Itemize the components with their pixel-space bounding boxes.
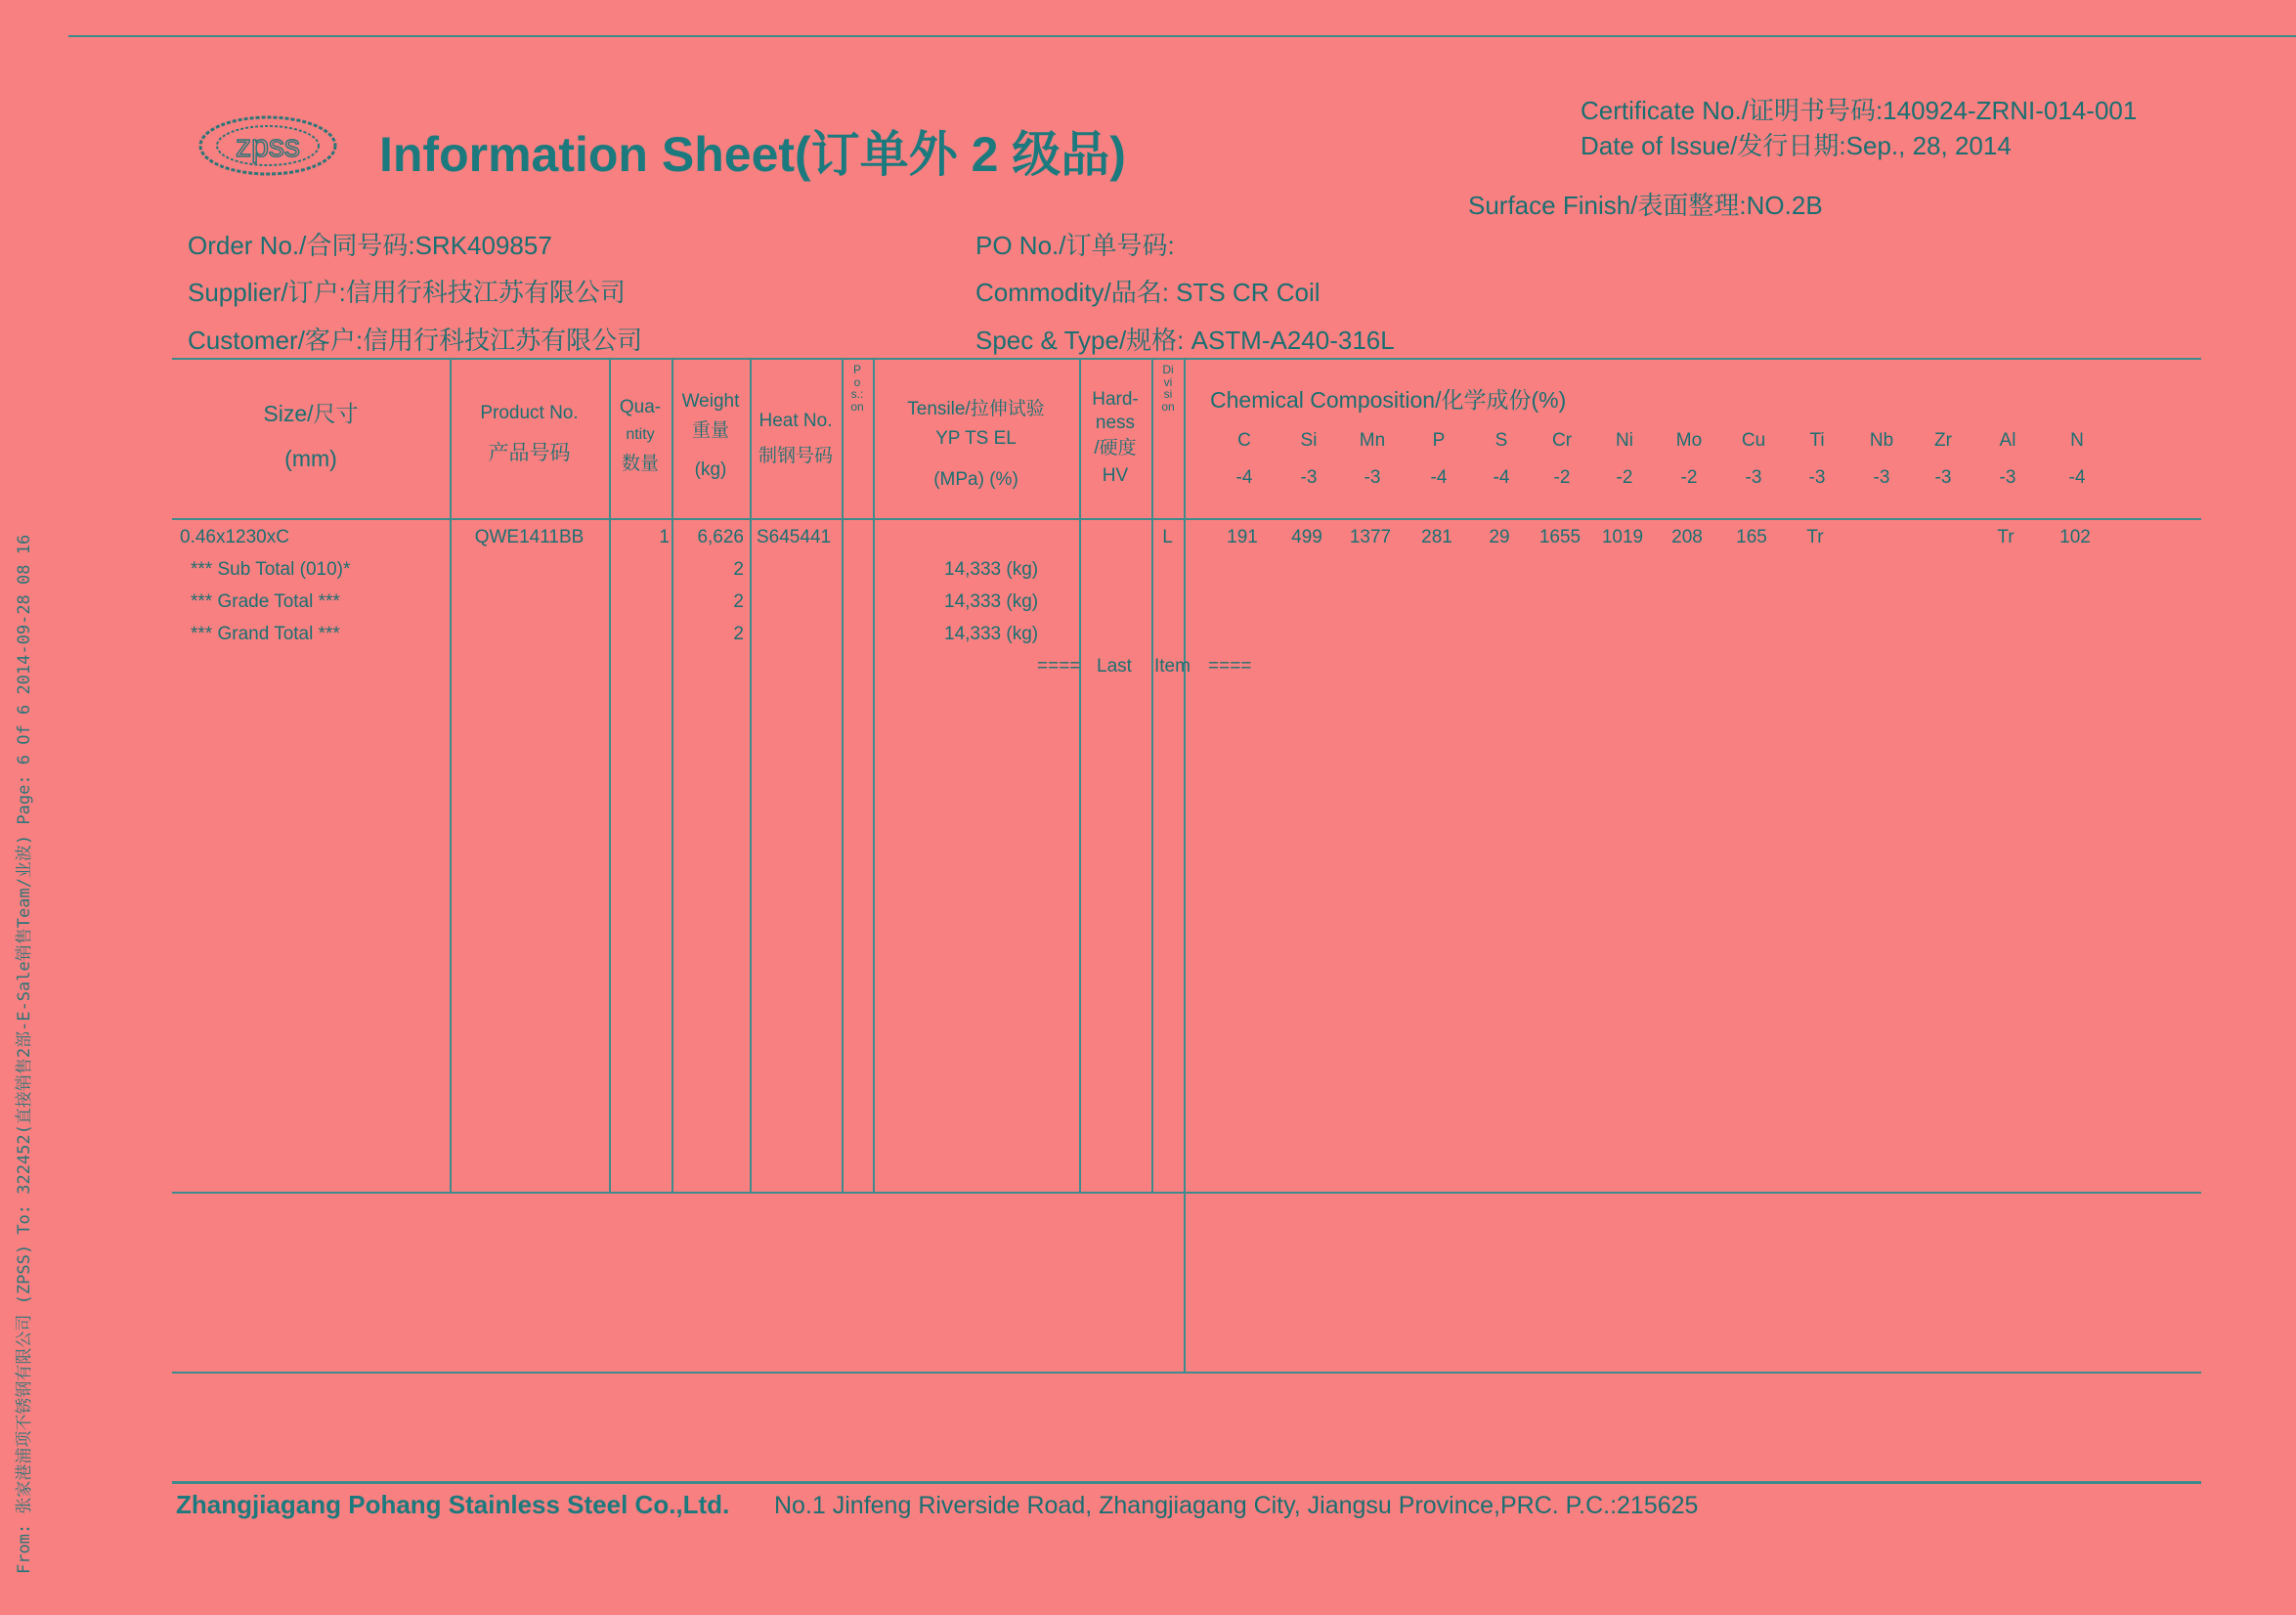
col-weight-header: Weight (681, 391, 740, 412)
chem-element-zr: Zr (1934, 430, 1952, 451)
col-tensile-unit: (MPa) (%) (933, 469, 1018, 490)
col-hardness-header-2: ness (1095, 413, 1136, 433)
fax-transmission-header: From: 张家港浦项不锈钢有限公司 (ZPSS) To: 322452(直接销售2部-E-Sale销售Team/业波) Page: 6 Of 6 2014-09-28 08 16 (15, 534, 34, 1574)
chem-exponent-ni: -2 (1616, 467, 1633, 488)
chem-element-cu: Cu (1741, 430, 1766, 451)
chem-exponent-ti: -3 (1808, 467, 1826, 488)
chem-exponent-n: -4 (2068, 467, 2086, 488)
grand-total-count: 2 (733, 624, 744, 644)
last-item-marker-left: ==== (1037, 656, 1081, 677)
subtotal-weight: 14,333 (kg) (944, 559, 1039, 580)
chem-value-si: 499 (1291, 527, 1322, 547)
chem-element-cr: Cr (1551, 430, 1573, 451)
page-title: Information Sheet(订单外 2 级品) (379, 127, 1126, 182)
grand-total-label: *** Grand Total *** (191, 624, 340, 644)
top-border (68, 35, 2296, 37)
grade-total-weight: 14,333 (kg) (944, 591, 1039, 612)
commodity: Commodity/品名: STS CR Coil (975, 278, 1321, 307)
chem-exponent-cr: -2 (1553, 467, 1571, 488)
col-tensile-header: Tensile/拉伸试验 (907, 399, 1045, 419)
order-number: Order No./合同号码:SRK409857 (188, 231, 552, 260)
grade-total-label: *** Grade Total *** (191, 591, 340, 612)
chem-exponent-cu: -3 (1745, 467, 1762, 488)
footer-company: Zhangjiagang Pohang Stainless Steel Co.,Ltd. (176, 1490, 730, 1519)
chem-value-al: Tr (1997, 527, 2014, 547)
footer-rule (172, 1481, 2201, 1484)
chem-value-n: 102 (2059, 527, 2091, 547)
chem-element-ni: Ni (1616, 430, 1633, 451)
zpss-logo (198, 115, 337, 176)
chem-element-si: Si (1300, 430, 1318, 451)
col-heat-cn: 制钢号码 (758, 446, 833, 466)
col-size-header: Size/尺寸 (263, 401, 359, 426)
chem-element-al: Al (1999, 430, 2016, 451)
col-hardness-unit: HV (1102, 465, 1129, 486)
col-qty-header: Qua- (619, 397, 662, 417)
po-number: PO No./订单号码: (975, 231, 1175, 260)
col-product-cn: 产品号码 (488, 442, 571, 464)
chem-value-mn: 1377 (1349, 527, 1392, 547)
chem-exponent-al: -3 (1999, 467, 2016, 488)
row-division: L (1162, 527, 1173, 547)
customer: Customer/客户:信用行科技江苏有限公司 (188, 326, 643, 355)
surface-finish: Surface Finish/表面整理:NO.2B (1468, 191, 1823, 220)
last-item-marker-right: ==== (1208, 656, 1252, 677)
chem-element-mn: Mn (1359, 430, 1386, 451)
row-heat: S645441 (757, 527, 832, 547)
chem-value-cr: 1655 (1538, 527, 1581, 547)
grade-total-count: 2 (733, 591, 744, 612)
chem-exponent-zr: -3 (1934, 467, 1952, 488)
chem-element-n: N (2070, 430, 2084, 451)
last-item-label: Last (1097, 656, 1132, 677)
chem-exponent-mo: -2 (1680, 467, 1698, 488)
chem-value-p: 281 (1421, 527, 1452, 547)
subtotal-label: *** Sub Total (010)* (191, 559, 351, 580)
certificate-number: Certificate No./证明书号码:140924-ZRNI-014-001 (1581, 96, 2138, 125)
col-size-unit: (mm) (284, 446, 337, 471)
col-weight-cn: 重量 (691, 420, 729, 441)
chem-element-ti: Ti (1809, 430, 1825, 451)
chem-value-s: 29 (1489, 527, 1510, 547)
chem-value-c: 191 (1227, 527, 1258, 547)
chem-element-c: C (1237, 430, 1251, 451)
item-label: Item (1154, 656, 1191, 677)
col-tensile-sub: YP TS EL (935, 428, 1017, 449)
chem-exponent-mn: -3 (1364, 467, 1381, 488)
col-hardness-header: Hard- (1092, 389, 1139, 410)
col-weight-unit: (kg) (694, 459, 727, 480)
chem-exponent-p: -4 (1430, 467, 1448, 488)
col-chem-header: Chemical Composition/化学成份(%) (1210, 387, 1567, 413)
chem-exponent-si: -3 (1300, 467, 1318, 488)
row-size: 0.46x1230xC (180, 527, 289, 547)
chem-element-p: P (1432, 430, 1446, 451)
row-product: QWE1411BB (474, 527, 585, 547)
chem-element-nb: Nb (1869, 430, 1894, 451)
col-qty-cn: 数量 (621, 454, 659, 474)
supplier: Supplier/订户:信用行科技江苏有限公司 (188, 278, 626, 307)
chem-element-s: S (1495, 430, 1508, 451)
chem-exponent-nb: -3 (1873, 467, 1890, 488)
col-pos-header: Pos.:on (850, 363, 864, 414)
date-of-issue: Date of Issue/发行日期:Sep., 28, 2014 (1581, 131, 2012, 160)
row-quantity: 1 (659, 527, 670, 547)
chem-value-cu: 165 (1736, 527, 1767, 547)
chem-value-ni: 1019 (1601, 527, 1644, 547)
col-hardness-cn: /硬度 (1094, 438, 1137, 458)
subtotal-count: 2 (733, 559, 744, 580)
chem-value-ti: Tr (1806, 527, 1824, 547)
chem-element-mo: Mo (1675, 430, 1703, 451)
footer-address: No.1 Jinfeng Riverside Road, Zhangjiagang City, Jiangsu Province,PRC. P.C.:215625 (774, 1492, 1699, 1519)
col-product-header: Product No. (480, 403, 579, 423)
col-division-header: Division (1161, 363, 1175, 414)
spec-type: Spec & Type/规格: ASTM-A240-316L (975, 326, 1395, 355)
grand-total-weight: 14,333 (kg) (944, 624, 1039, 644)
chem-value-mo: 208 (1671, 527, 1703, 547)
chem-exponent-s: -4 (1493, 467, 1510, 488)
svg-text:zpss: zpss (236, 128, 300, 163)
row-weight: 6,626 (697, 527, 744, 547)
col-heat-header: Heat No. (758, 411, 833, 431)
chem-exponent-c: -4 (1235, 467, 1253, 488)
col-qty-header-2: ntity (626, 426, 655, 443)
